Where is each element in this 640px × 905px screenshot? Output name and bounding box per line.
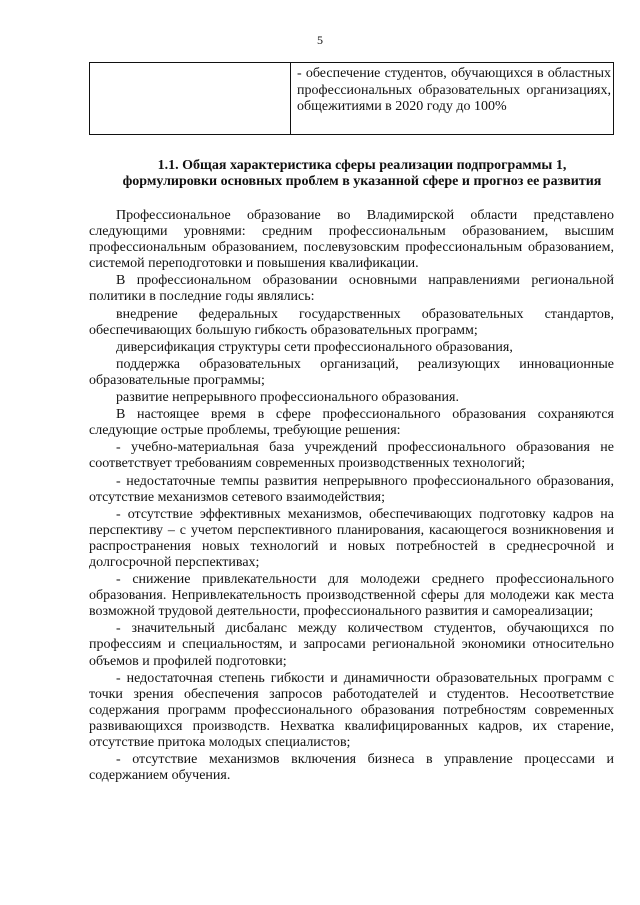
table-left-cell bbox=[90, 63, 291, 134]
paragraph: - отсутствие эффективных механизмов, обеспечивающих подготовку кадров на перспективу – с учетом перспективного планирования, касающегося возникновения и распространения новых технологий и новых потребностей в среднесрочной и долгосрочной перспективах; bbox=[89, 506, 614, 570]
paragraph: - недостаточная степень гибкости и динамичности образовательных программ с точки зрения обеспечения запросов работодателей и студентов. Несоответствие содержания программ профессионального образования потребностям современных развивающихся производств. Нехватка квалифицированных кадров, их старение, отсутствие притока молодых специалистов; bbox=[89, 670, 614, 750]
paragraph: - отсутствие механизмов включения бизнеса в управление процессами и содержанием обучения. bbox=[89, 752, 614, 784]
paragraph: - недостаточные темпы развития непрерывного профессионального образования, отсутствие механизмов сетевого взаимодействия; bbox=[89, 473, 614, 505]
table-right-cell: - обеспечение студентов, обучающихся в областных профессиональных образовательных организациях, общежитиями в 2020 году до 100% bbox=[297, 66, 611, 114]
body-text bbox=[89, 208, 614, 785]
paragraph: диверсификация структуры сети профессионального образования, bbox=[116, 339, 513, 355]
paragraph: - учебно-материальная база учреждений профессионального образования не соответствует требованиям современных производственных технологий; bbox=[89, 440, 614, 472]
paragraph: внедрение федеральных государственных образовательных стандартов, обеспечивающих большую гибкость образовательных программ; bbox=[89, 306, 614, 338]
goals-table bbox=[89, 62, 614, 135]
section-heading: 1.1. Общая характеристика сферы реализации подпрограммы 1, формулировки основных проблем в указанной сфере и прогноз ее развития bbox=[122, 158, 602, 189]
paragraph: - значительный дисбаланс между количеством студентов, обучающихся по профессиям и специальностям, и запросами региональной экономики относительно объемов и профилей подготовки; bbox=[89, 621, 614, 669]
paragraph: развитие непрерывного профессионального образования. bbox=[116, 390, 459, 406]
paragraph: Профессиональное образование во Владимирской области представлено следующими уровнями: средним профессиональным образованием, высшим профессиональным образованием, послевузовским профессиональным образованием, системой переподготовки и повышения квалификации. bbox=[89, 208, 614, 272]
paragraph: В профессиональном образовании основными направлениями региональной политики в последние годы являлись: bbox=[89, 273, 614, 305]
paragraph: поддержка образовательных организаций, реализующих инновационные образовательные программы; bbox=[89, 356, 614, 388]
paragraph: В настоящее время в сфере профессионального образования сохраняются следующие острые проблемы, требующие решения: bbox=[89, 407, 614, 439]
paragraph: - снижение привлекательности для молодежи среднего профессионального образования. Непривлекательность производственной сферы для молодежи как места возможной трудовой деятельности, профессионального развития и самореализации; bbox=[89, 572, 614, 620]
page-number: 5 bbox=[317, 33, 323, 47]
